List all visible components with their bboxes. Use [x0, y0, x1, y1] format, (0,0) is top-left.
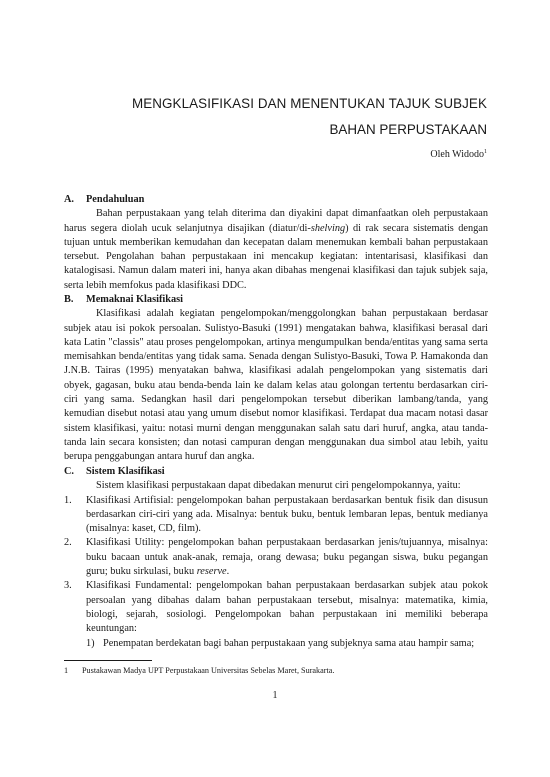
author-name: Oleh Widodo [430, 149, 484, 160]
list-item [64, 579, 488, 650]
section-heading [64, 465, 488, 479]
document-title-line-1: MENGKLASIFIKASI DAN MENENTUKAN TAJUK SUBJEK [131, 96, 487, 111]
document-title-line-2: BAHAN PERPUSTAKAAN [329, 122, 487, 137]
paragraph-text-continued: ) di rak secara sistematis dengan tujuan untuk memberikan kemudahan dan kecepatan dalam menemukan kembali bahan perpustakaan tersebut. Pengolahan bahan perpustakaan ini mencakup kegiatan: intentarisasi, klasifikasi dan katalogisasi. Namun dalam materi ini, hanya akan dibahas mengenai klasifikasi dan tajuk subjek saja, serta lebih memfokus pada klasifikasi DDC. [64, 222, 488, 291]
section-title: Memaknai Klasifikasi [86, 294, 183, 305]
section-heading [64, 293, 488, 307]
section-heading [64, 193, 488, 207]
classification-list [64, 494, 488, 651]
list-item-text: Klasifikasi Artifisial: pengelompokan bahan perpustakaan berdasarkan bentuk fisik dan disusun berdasarkan ciri-ciri yang ada. Misalnya: bentuk buku, bentuk lembaran lepas, bentuk medianya (misalnya: kaset, CD, film). [86, 494, 488, 535]
paragraph [64, 207, 488, 293]
list-marker: 2. [64, 537, 72, 549]
section-letter: B. [64, 294, 74, 305]
footnote-number: 1 [64, 666, 69, 675]
page-number: 1 [272, 690, 278, 701]
footnote-separator [64, 660, 152, 661]
footnote [64, 666, 488, 675]
section-title: Sistem Klasifikasi [86, 466, 165, 477]
section-memaknai-klasifikasi [64, 293, 488, 465]
list-item-text: Klasifikasi Utility: pengelompokan bahan perpustakaan berdasarkan jenis/tujuannya, misalnya: buku bacaan untuk anak-anak, remaja, orang dewasa; buku pegangan siswa, buku pegangan guru; buku sirkulasi, buku [86, 537, 488, 578]
list-item-italic-text: reserve [196, 566, 227, 578]
sub-list [86, 637, 488, 651]
list-marker: 3. [64, 580, 72, 592]
list-item [64, 536, 488, 579]
paragraph-italic-text: shelving [310, 222, 346, 234]
section-letter: C. [64, 466, 75, 477]
footnote-text: Pustakawan Madya UPT Perpustakaan Universitas Sebelas Maret, Surakarta. [82, 666, 335, 675]
author-footnote-mark: 1 [484, 149, 487, 155]
sub-list-item [86, 637, 488, 651]
sub-list-item-text: Penempatan berdekatan bagi bahan perpustakaan yang subjeknya sama atau hampir sama; [103, 637, 475, 649]
paragraph [64, 307, 488, 464]
section-intro: Sistem klasifikasi perpustakaan dapat dibedakan menurut ciri pengelompokannya, yaitu: [96, 480, 461, 492]
paragraph-text: Bahan perpustakaan yang telah diterima dan diyakini dapat dimanfaatkan oleh perpustakaan harus segera diolah ucuk selanjutnya disajikan (diatur/di- [64, 208, 488, 234]
section-pendahuluan [64, 193, 488, 293]
author-line [300, 149, 487, 160]
list-item-text-continued: . [226, 566, 230, 578]
section-sistem-klasifikasi [64, 465, 488, 651]
paragraph-text: Klasifikasi adalah kegiatan pengelompokan/menggolongkan bahan perpustakaan berdasar subjek atau isi pokok persoalan. Sulistyo-Basuki (1991) mengatakan bahwa, klasifikasi berasal dari kata Latin "classis" atau proses pengelompokan, artinya mengumpulkan benda/entitas yang sama serta memisahkan benda/entitas yang tidak sama. Senada dengan Sulistyo-Basuki, Towa P. Hamakonda dan J.N.B. Tairas (1995) menyatakan bahwa, klasifikasi adalah pengelompokan yang sistematis dari obyek, gagasan, buku atau benda-benda lain ke dalam kelas atau golongan tertentu berdasarkan ciri-ciri yang sama. Sedangkan hasil dari pengelompokan tersebut diberikan lambang/tanda, yang kemudian disebut notasi atau yang umum disebut nomor klasifikasi. Terdapat dua macam notasi dasar sistem klasifikasi, yaitu: notasi murni dengan menggunakan salah satu dari huruf, angka, atau tanda-tanda lain secara konsisten; dan notasi campuran dengan menggunakan dua simbol atau lebih, yaitu berupa penggabungan antara huruf dan angka. [64, 308, 488, 463]
list-item [64, 494, 488, 537]
list-marker: 1. [64, 494, 72, 506]
section-letter: A. [64, 194, 75, 205]
section-title: Pendahuluan [86, 194, 145, 205]
list-item-text: Klasifikasi Fundamental: pengelompokan bahan perpustakaan berdasarkan subjek atau pokok persoalan yang dibahas dalam bahan perpustakaan tersebut, misalnya: matematika, kimia, biologi, sejarah, sosiologi. Pengelompokan bahan perpustakaan ini memiliki beberapa keuntungan: [86, 580, 488, 635]
sub-list-marker: 1) [86, 637, 95, 649]
